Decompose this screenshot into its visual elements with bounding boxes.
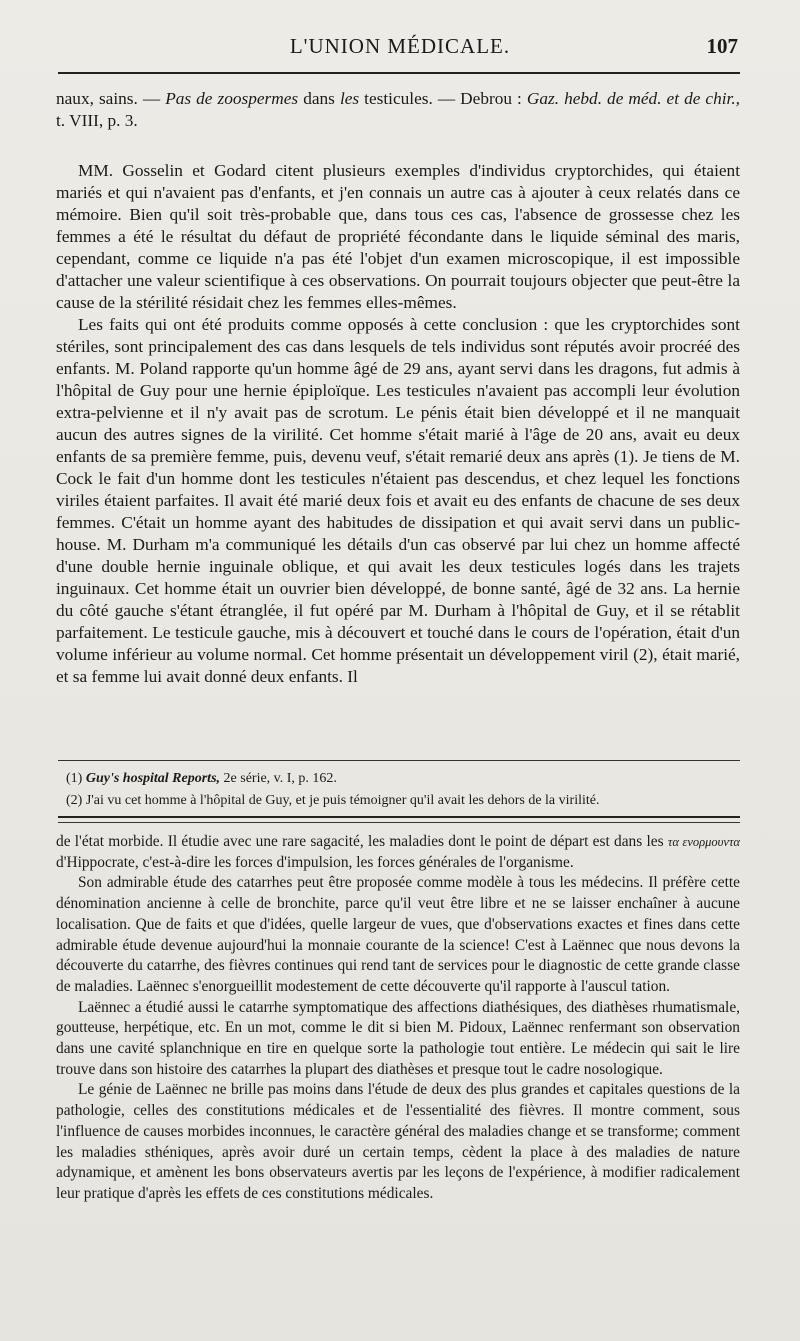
main-text-top [56,88,740,688]
footnote-1: (1) Guy's hospital Reports, 2e série, v. I, p. 162. [66,771,337,786]
greek-phrase: τα ενορμουντα [667,835,740,849]
header-rule [58,72,740,74]
running-title: L'UNION MÉDICALE. [289,34,511,58]
footnote-2: (2) J'ai vu cet homme à l'hôpital de Guy, et je puis témoigner qu'il avait les dehors de la virilité. [66,793,600,808]
footnote-rule [58,760,740,761]
reference-line: naux, sains. — Pas de zoospermes dans les testicules. — Debrou : Gaz. hebd. de méd. et de chir., t. VIII, p. 3. [56,89,740,130]
paragraph: Laënnec a étudié aussi le catarrhe symptomatique des affections diathésiques, des diathèses rhumatismale, goutteuse, herpétique, etc. En un mot, comme le dit si bien M. Pidoux, Laënnec renfermant son observation dans une cavité splanchnique en tire en quelque sorte la pathologie tout entière. Le médecin qui sait le lire trouve dans son histoire des catarrhes la plupart des diathèses et presque tout le cadre nosologique. [56,998,740,1078]
paragraph: de l'état morbide. Il étudie avec une rare sagacité, les maladies dont le point de départ est dans les τα ενορμουντα d'Hippocrate, c'est-à-dire les forces d'impulsion, les forces générales de l'organisme. [56,833,740,871]
paragraph: Son admirable étude des catarrhes peut être proposée comme modèle à tous les médecins. Il préfère cette dénomination ancienne à celle de bronchite, parce qu'il veut être libre et ne se laisser enchaîner à aucune localisation. Que de faits et que d'idées, quelle largeur de vues, que d'observations exactes et fines dans cette admirable étude devenue aujourd'hui la monnaie courante de la science! C'est à Laënnec que nous devons la découverte du catarrhe, des fièvres continues qui rend tant de services pour le diagnostic de cette grande classe de maladies. Laënnec s'enorgueillit modestement de cette découverte qu'il rapporte à l'auscul tation. [56,874,740,995]
main-text-bottom [56,832,740,1205]
page-number: 107 [706,34,738,58]
section-rule-upper [58,816,740,818]
paragraph: Les faits qui ont été produits comme opposés à cette conclusion : que les cryptorchides sont stériles, sont principalement des cas dans lesquels de tels individus sont réputés avoir procréé des enfants. M. Poland rapporte qu'un homme âgé de 29 ans, ayant servi dans les dragons, fut admis à l'hôpital de Guy pour une hernie épiploïque. Les testicules n'avaient pas accompli leur évolution extra-pelvienne et il n'y avait pas de scrotum. Le pénis était bien développé et il ne manquait aucun des autres signes de la virilité. Cet homme s'était marié à l'âge de 20 ans, avait eu deux enfants de sa première femme, puis, devenu veuf, s'était remarié deux ans après (1). Je tiens de M. Cock le fait d'un homme dont les testicules n'étaient pas descendus, et chez lequel les fonctions viriles étaient parfaites. Il avait été marié deux fois et avait eu des enfants de chacune de ses deux femmes. C'était un homme ayant des habitudes de dissipation et qui avait servi dans un public-house. M. Durham m'a communiqué les détails d'un cas observé par lui chez un homme affecté d'une double hernie inguinale oblique, et qui avait les deux testicules logés dans les trajets inguinaux. Cet homme était un ouvrier bien développé, de bonne santé, âgé de 32 ans. La hernie du côté gauche s'étant étranglée, il fut opéré par M. Durham à l'hôpital de Guy, et il se rétablit parfaitement. Le testicule gauche, mis à découvert et touché dans le cours de l'opération, était d'un volume inférieur au volume normal. Cet homme présentait un développement viril (2), était marié, et sa femme lui avait donné deux enfants. Il [56,315,740,686]
paragraph: MM. Gosselin et Godard citent plusieurs exemples d'individus cryptorchides, qui étaient mariés et qui n'avaient pas d'enfants, et j'en connais un autre cas à ajouter à ceux relatés dans ce mémoire. Bien qu'il soit très-probable que, dans tous ces cas, l'absence de grossesse chez les femmes a été le résultat du défaut de propriété fécondante dans le liquide séminal des maris, cependant, comme ce liquide n'a pas été l'objet d'un examen microscopique, il est impossible d'attacher une valeur scientifique à ces observations. On pourrait toujours objecter que peut-être la cause de la stérilité résidait chez les femmes elles-mêmes. [56,161,740,312]
section-rule-lower [58,822,740,823]
paragraph: Le génie de Laënnec ne brille pas moins dans l'étude de deux des plus grandes et capitales questions de la pathologie, celles des constitutions médicales et de l'essentialité des fièvres. Il montre comment, sous l'influence de causes morbides inconnues, le caractère général des maladies change et se transforme; comment les maladies sthéniques, après avoir duré un certain temps, cèdent la place à des maladies de nature adynamique, et amènent les bons observateurs avertis par les leçons de l'expérience, à modifier radicalement leur pratique d'après les effets de ces constitutions médicales. [56,1081,740,1202]
footnotes [56,768,740,812]
page-header [0,34,800,74]
